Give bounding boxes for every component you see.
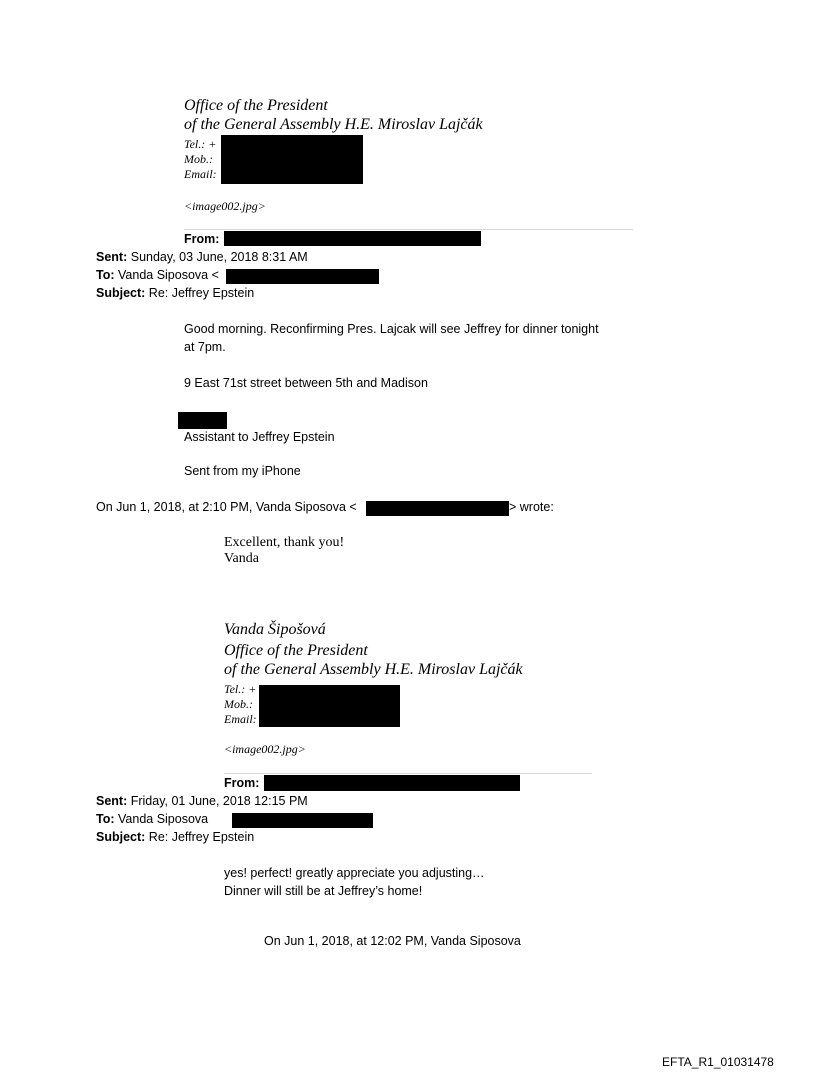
email1-assistant: Assistant to Jeffrey Epstein xyxy=(184,430,335,444)
email1-address: 9 East 71st street between 5th and Madison xyxy=(184,376,428,390)
quote-header-suffix: > wrote: xyxy=(509,500,554,514)
sig2-assembly-line: of the General Assembly H.E. Miroslav Lajčák xyxy=(224,661,523,678)
email2-body-line1: yes! perfect! greatly appreciate you adjusting… xyxy=(224,866,485,880)
email1-from-label: From: xyxy=(184,232,220,246)
email2-nested-header: On Jun 1, 2018, at 12:02 PM, Vanda Siposova xyxy=(264,934,521,948)
redaction-email1-to xyxy=(226,269,379,284)
redaction-sig1-contacts xyxy=(221,135,363,184)
sig1-image-ref: <image002.jpg> xyxy=(184,199,266,213)
sig2-tel-label: Tel.: + xyxy=(224,682,257,696)
quoted-message-line2: Vanda xyxy=(224,551,259,566)
redaction-email2-from xyxy=(264,775,520,791)
sig2-email-label: Email: xyxy=(224,712,257,726)
email1-subject-line: Subject: Re: Jeffrey Epstein xyxy=(96,286,255,300)
redaction-quote-email xyxy=(366,501,509,516)
sig1-assembly-line: of the General Assembly H.E. Miroslav Lajčák xyxy=(184,116,483,133)
email2-subject-line: Subject: Re: Jeffrey Epstein xyxy=(96,830,255,844)
email2-from-label: From: xyxy=(224,776,260,790)
email2-header-rule xyxy=(224,773,592,774)
email1-sent-line: Sent: Sunday, 03 June, 2018 8:31 AM xyxy=(96,250,308,264)
redaction-sig2-contacts xyxy=(259,685,400,727)
email1-sent-from: Sent from my iPhone xyxy=(184,464,301,478)
sig1-mob-label: Mob.: xyxy=(184,152,213,166)
sig2-office-line: Office of the President xyxy=(224,642,368,659)
quote-header-prefix: On Jun 1, 2018, at 2:10 PM, Vanda Siposova < xyxy=(96,500,357,514)
email1-body-line1: Good morning. Reconfirming Pres. Lajcak will see Jeffrey for dinner tonight xyxy=(184,322,599,336)
email1-to-line: To: Vanda Siposova < xyxy=(96,268,219,282)
sig1-email-label: Email: xyxy=(184,167,217,181)
sig2-image-ref: <image002.jpg> xyxy=(224,742,306,756)
sig2-name: Vanda Šipošová xyxy=(224,621,326,638)
quoted-message-line1: Excellent, thank you! xyxy=(224,535,345,550)
email1-body-line2: at 7pm. xyxy=(184,340,226,354)
sig1-tel-label: Tel.: + xyxy=(184,137,217,151)
redaction-assistant-name xyxy=(178,412,227,429)
email1-header-rule xyxy=(184,229,633,230)
email2-body-line2: Dinner will still be at Jeffrey’s home! xyxy=(224,884,423,898)
email2-to-line: To: Vanda Siposova xyxy=(96,812,209,826)
email2-sent-line: Sent: Friday, 01 June, 2018 12:15 PM xyxy=(96,794,308,808)
redaction-email1-from xyxy=(224,231,481,246)
sig1-office-line: Office of the President xyxy=(184,97,328,114)
bates-number: EFTA_R1_01031478 xyxy=(662,1055,774,1069)
sig2-mob-label: Mob.: xyxy=(224,697,253,711)
redaction-email2-to xyxy=(232,813,373,828)
